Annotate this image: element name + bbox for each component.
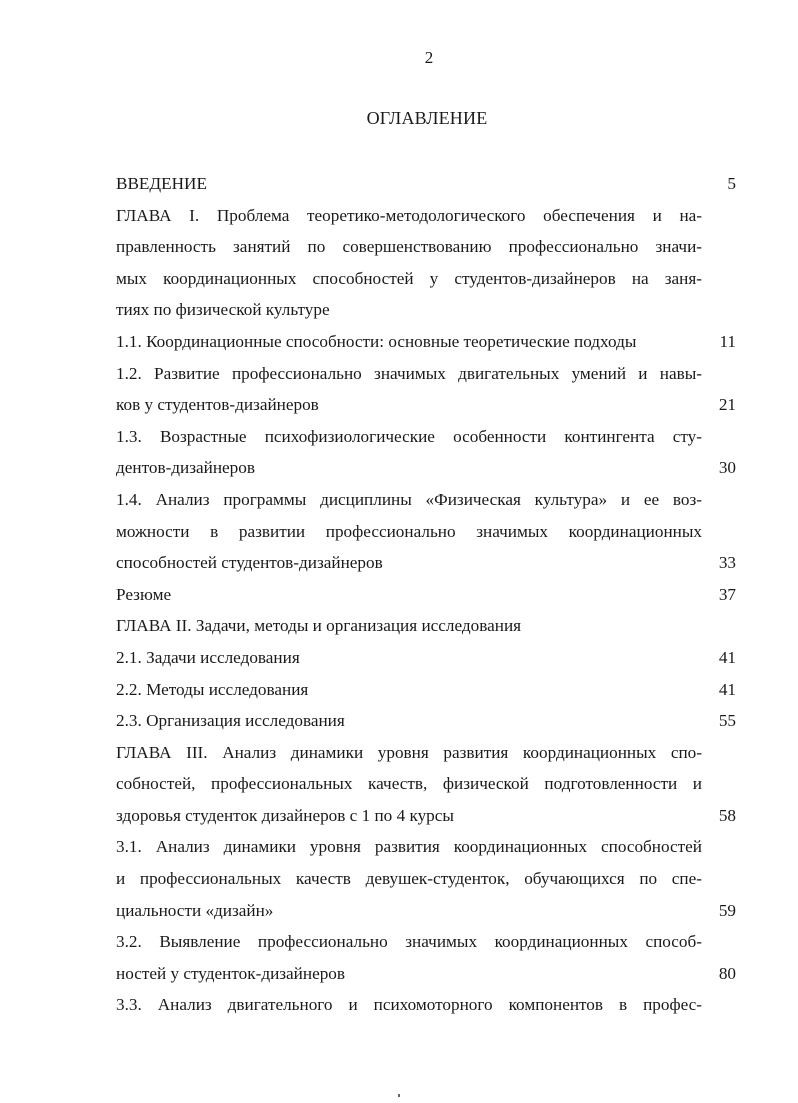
toc-page-number: 30	[718, 458, 736, 478]
toc-line-text: правленность занятий по совершенствованию профессионально значи-	[116, 237, 702, 257]
toc-entry	[116, 737, 736, 832]
toc-page-number: 33	[718, 553, 736, 573]
toc-title: ОГЛАВЛЕНИЕ	[366, 108, 488, 128]
toc-line-text: и профессиональных качеств девушек-студенток, обучающихся по спе-	[116, 869, 702, 889]
toc-line-text: Резюме	[116, 584, 172, 604]
toc-line-text: тиях по физической культуре	[116, 300, 330, 320]
toc-line	[116, 516, 736, 548]
toc-line	[116, 610, 736, 642]
toc-line-text: 1.2. Развитие профессионально значимых двигательных умений и навы-	[116, 363, 702, 383]
toc-line	[116, 358, 736, 390]
toc-page-number: 59	[718, 900, 736, 920]
toc-line	[116, 642, 736, 674]
toc-line	[116, 547, 736, 579]
toc-entry	[116, 358, 736, 421]
toc-line-text: ГЛАВА III. Анализ динамики уровня развития координационных спо-	[116, 742, 702, 762]
toc-line-text: 1.4. Анализ программы дисциплины «Физическая культура» и ее воз-	[116, 489, 702, 509]
toc-line	[116, 168, 736, 200]
toc-line-text: способностей студентов-дизайнеров	[116, 553, 383, 573]
toc-line-text: ков у студентов-дизайнеров	[116, 395, 319, 415]
toc-line-text: можности в развитии профессионально значимых координационных	[116, 521, 702, 541]
toc-line	[116, 674, 736, 706]
toc-line	[116, 294, 736, 326]
toc-page-number: 80	[718, 963, 736, 983]
toc-entry	[116, 926, 736, 989]
toc-entry	[116, 421, 736, 484]
toc-line	[116, 705, 736, 737]
toc-line-text: 2.2. Методы исследования	[116, 679, 309, 699]
table-of-contents	[116, 168, 736, 1021]
toc-line	[116, 579, 736, 611]
toc-line-text: ГЛАВА II. Задачи, методы и организация исследования	[116, 616, 522, 636]
toc-page-number: 41	[718, 647, 736, 667]
toc-line-text: собностей, профессиональных качеств, физической подготовленности и	[116, 774, 702, 794]
toc-line-text: 3.2. Выявление профессионально значимых координационных способ-	[116, 932, 702, 952]
toc-line	[116, 989, 736, 1021]
toc-line	[116, 800, 736, 832]
toc-page-number: 21	[718, 395, 736, 415]
toc-entry	[116, 200, 736, 326]
toc-line	[116, 926, 736, 958]
toc-line	[116, 326, 736, 358]
toc-page-number: 37	[718, 584, 736, 604]
toc-line-text: 1.1. Координационные способности: основные теоретические подходы	[116, 331, 637, 351]
toc-line-text: 2.1. Задачи исследования	[116, 647, 300, 667]
toc-line-text: 2.3. Организация исследования	[116, 711, 345, 731]
toc-entry	[116, 484, 736, 579]
toc-line	[116, 231, 736, 263]
toc-entry	[116, 579, 736, 611]
toc-line	[116, 958, 736, 990]
toc-entry	[116, 989, 736, 1021]
toc-entry	[116, 674, 736, 706]
toc-line	[116, 831, 736, 863]
toc-page-number: 5	[727, 174, 736, 193]
toc-line	[116, 737, 736, 769]
toc-line-text: 3.1. Анализ динамики уровня развития координационных способностей	[116, 837, 702, 857]
toc-page-number: 55	[718, 711, 736, 731]
toc-entry	[116, 642, 736, 674]
toc-line-text: ГЛАВА I. Проблема теоретико-методологического обеспечения и на-	[116, 205, 702, 225]
toc-entry	[116, 705, 736, 737]
page-number: 2	[424, 48, 434, 67]
toc-line	[116, 768, 736, 800]
toc-page-number: 41	[718, 679, 736, 699]
toc-line	[116, 389, 736, 421]
toc-line	[116, 421, 736, 453]
toc-line	[116, 263, 736, 295]
toc-line-text: циальности «дизайн»	[116, 900, 274, 920]
toc-page-number: 11	[719, 331, 736, 351]
toc-line	[116, 200, 736, 232]
toc-entry	[116, 168, 736, 200]
toc-entry	[116, 831, 736, 926]
toc-line	[116, 484, 736, 516]
toc-line	[116, 895, 736, 927]
toc-line-text: ностей у студенток-дизайнеров	[116, 963, 346, 983]
toc-entry	[116, 610, 736, 642]
toc-page-number: 58	[718, 805, 736, 825]
toc-line-text: мых координационных способностей у студентов-дизайнеров на заня-	[116, 268, 702, 288]
toc-line	[116, 863, 736, 895]
toc-line-text: 1.3. Возрастные психофизиологические особенности контингента сту-	[116, 426, 702, 446]
toc-entry	[116, 326, 736, 358]
toc-line-text: ВВЕДЕНИЕ	[116, 174, 207, 193]
toc-line-text: 3.3. Анализ двигательного и психомоторного компонентов в профес-	[116, 995, 702, 1015]
toc-line	[116, 452, 736, 484]
scan-speck	[398, 1094, 400, 1097]
toc-line-text: здоровья студенток дизайнеров с 1 по 4 курсы	[116, 805, 454, 825]
toc-line-text: дентов-дизайнеров	[116, 458, 255, 478]
